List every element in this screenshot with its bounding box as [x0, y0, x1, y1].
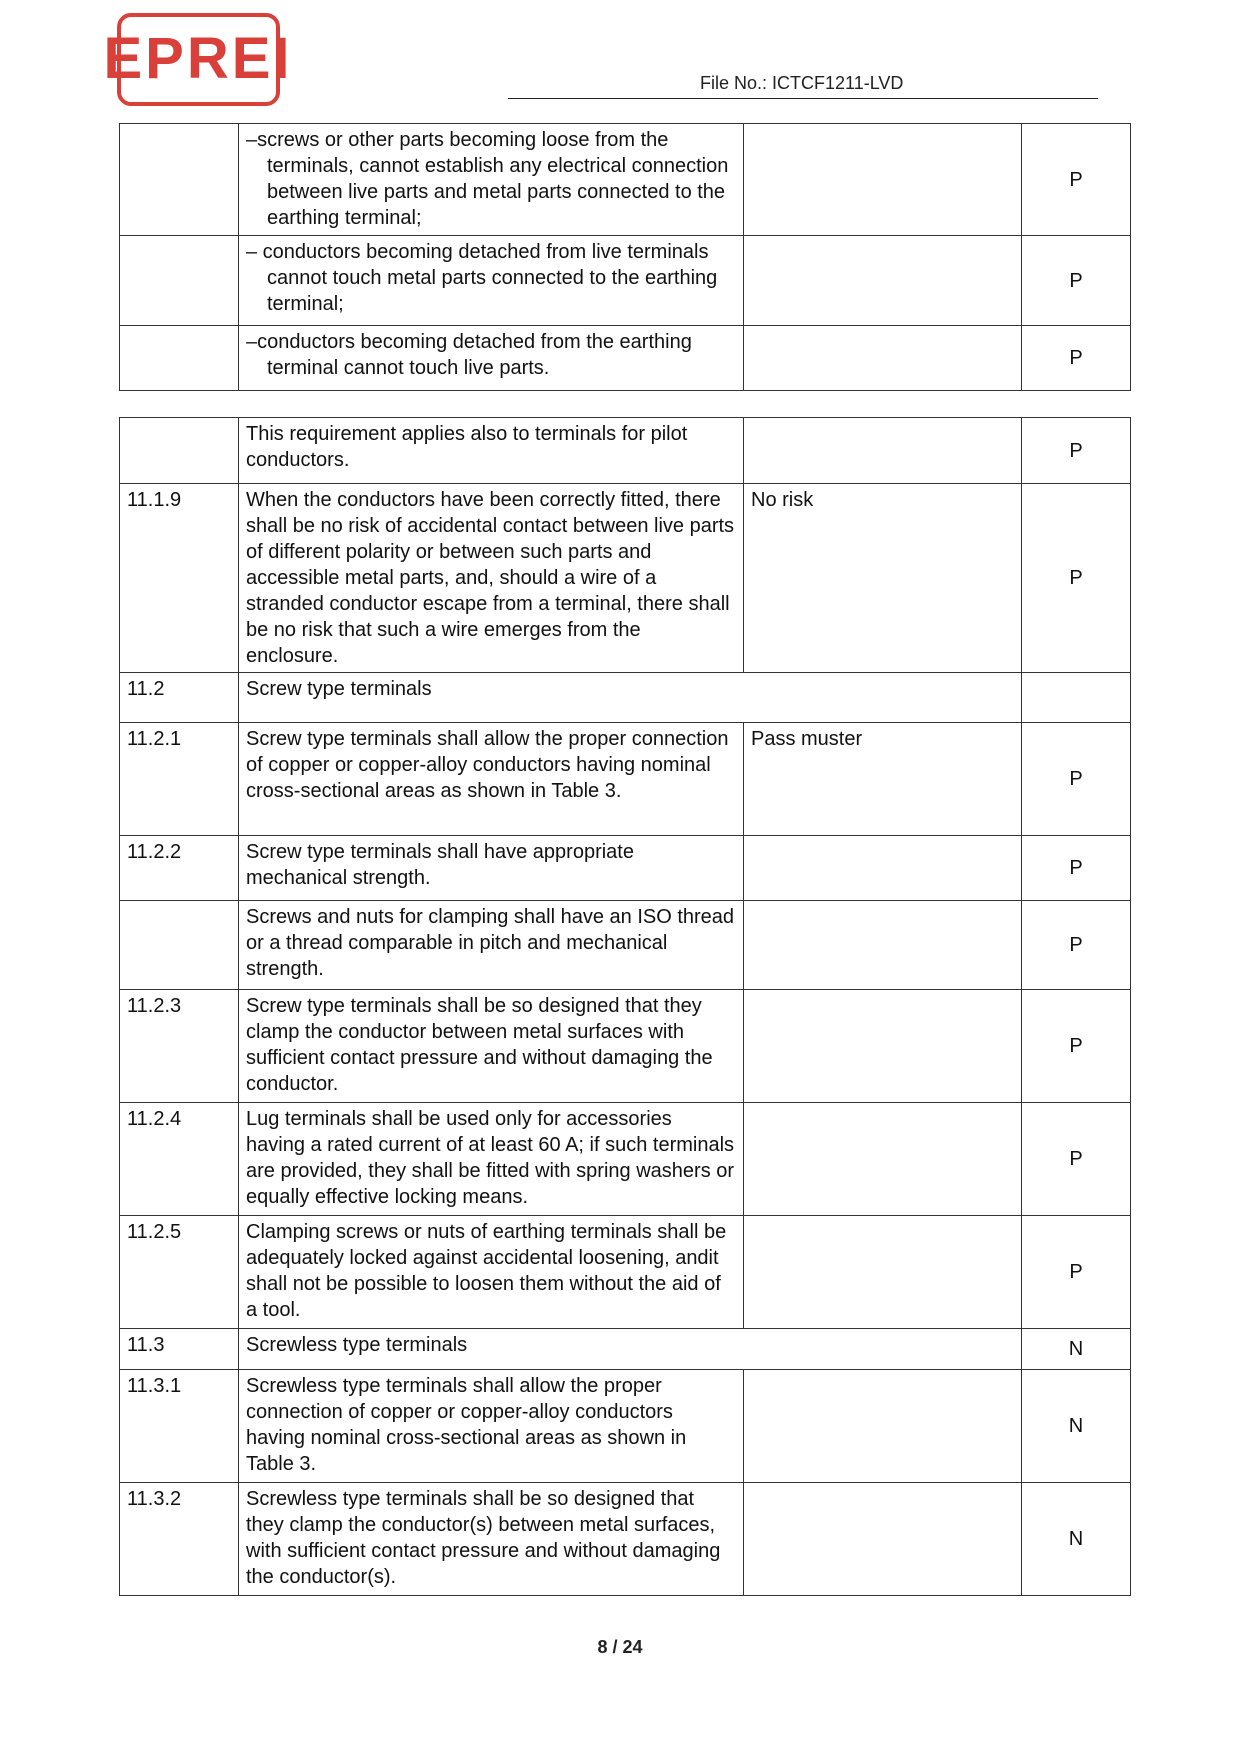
requirement-cell — [239, 1103, 744, 1216]
table-row — [120, 901, 1131, 990]
requirement-text: Screwless type terminals — [246, 1334, 468, 1356]
table-row — [120, 1370, 1131, 1483]
table-row — [120, 723, 1131, 836]
table-row — [120, 1483, 1131, 1596]
result-remark-cell — [744, 326, 1022, 391]
verdict-cell: N — [1022, 1483, 1131, 1596]
verdict-cell: N — [1022, 1329, 1131, 1370]
verdict-cell: P — [1022, 901, 1131, 990]
clause-cell: 11.2.3 — [120, 990, 239, 1103]
result-remark-cell — [744, 236, 1022, 326]
test-table — [119, 417, 1131, 1596]
requirement-text: Clamping screws or nuts of earthing terminals shall be adequately locked against accidental loosening, andit shall not be possible to loosen them without the aid of a tool. — [246, 1221, 727, 1321]
requirement-cell — [239, 673, 1022, 723]
clause-cell — [120, 418, 239, 484]
result-remark-cell — [744, 1370, 1022, 1483]
requirement-cell — [239, 1370, 744, 1483]
requirement-cell — [239, 723, 744, 836]
verdict-cell: P — [1022, 723, 1131, 836]
verdict-cell: P — [1022, 418, 1131, 484]
requirement-cell — [239, 990, 744, 1103]
clause-cell — [120, 901, 239, 990]
requirement-cell — [239, 326, 744, 391]
result-remark-cell — [744, 418, 1022, 484]
page-number: 8 / 24 — [597, 1637, 643, 1657]
clause-cell: 11.1.9 — [120, 484, 239, 673]
clause-cell: 11.3.2 — [120, 1483, 239, 1596]
clause-cell: 11.2.1 — [120, 723, 239, 836]
clause-cell: 11.2.5 — [120, 1216, 239, 1329]
clause-cell: 11.2 — [120, 673, 239, 723]
company-logo — [103, 13, 293, 106]
requirement-text: – conductors becoming detached from live terminals cannot touch metal parts connected to the earthing terminal; — [246, 241, 718, 315]
clause-cell: 11.2.4 — [120, 1103, 239, 1216]
requirement-text: When the conductors have been correctly fitted, there shall be no risk of accidental contact between live parts of different polarity or between such parts and accessible metal parts, and, should a wire of a stranded conductor escape from a terminal, there shall be no risk that such a wire emerges from the enclosure. — [246, 489, 735, 667]
table-row — [120, 418, 1131, 484]
table-row — [120, 1103, 1131, 1216]
requirement-cell — [239, 418, 744, 484]
requirement-cell — [239, 901, 744, 990]
verdict-cell: P — [1022, 836, 1131, 901]
requirement-text: This requirement applies also to terminals for pilot conductors. — [246, 423, 688, 471]
clause-cell — [120, 236, 239, 326]
clause-cell: 11.3 — [120, 1329, 239, 1370]
table-row — [120, 326, 1131, 391]
requirement-text: Screwless type terminals shall be so designed that they clamp the conductor(s) between metal surfaces, with sufficient contact pressure and without damaging the conductor(s). — [246, 1488, 721, 1588]
table-row — [120, 1329, 1131, 1370]
verdict-cell: P — [1022, 484, 1131, 673]
table-row — [120, 990, 1131, 1103]
requirement-cell — [239, 1216, 744, 1329]
clause-cell — [120, 124, 239, 236]
requirement-text: Screws and nuts for clamping shall have an ISO thread or a thread comparable in pitch and mechanical strength. — [246, 906, 735, 980]
file-number: File No.: ICTCF1211-LVD — [700, 73, 904, 93]
requirement-cell — [239, 484, 744, 673]
verdict-cell: P — [1022, 990, 1131, 1103]
result-remark-cell — [744, 901, 1022, 990]
result-remark-cell — [744, 836, 1022, 901]
requirement-text: Screw type terminals — [246, 678, 432, 700]
verdict-cell: N — [1022, 1370, 1131, 1483]
requirement-text: Screw type terminals shall allow the proper connection of copper or copper-alloy conductors having nominal cross-sectional areas as shown in Table 3. — [246, 728, 729, 802]
requirement-text: Screw type terminals shall be so designed that they clamp the conductor between metal surfaces with sufficient contact pressure and without damaging the conductor. — [246, 995, 713, 1095]
table-row — [120, 836, 1131, 901]
logo-text: EPREI — [103, 26, 293, 91]
clause-cell: 11.3.1 — [120, 1370, 239, 1483]
requirement-cell — [239, 1329, 1022, 1370]
table-row — [120, 484, 1131, 673]
header-rule — [508, 98, 1098, 99]
result-remark-cell — [744, 990, 1022, 1103]
result-remark-cell — [744, 1483, 1022, 1596]
verdict-cell — [1022, 673, 1131, 723]
table-row — [120, 124, 1131, 236]
clause-cell: 11.2.2 — [120, 836, 239, 901]
requirement-cell — [239, 836, 744, 901]
verdict-cell: P — [1022, 1216, 1131, 1329]
result-remark-cell: Pass muster — [744, 723, 1022, 836]
verdict-cell: P — [1022, 326, 1131, 391]
table-row — [120, 673, 1131, 723]
result-remark-cell — [744, 1103, 1022, 1216]
requirement-cell — [239, 124, 744, 236]
requirement-text: Screwless type terminals shall allow the proper connection of copper or copper-alloy conductors having nominal cross-sectional areas as shown in Table 3. — [246, 1375, 687, 1475]
requirement-cell — [239, 1483, 744, 1596]
requirement-text: –conductors becoming detached from the earthing terminal cannot touch live parts. — [246, 331, 692, 379]
test-table-continued — [119, 123, 1131, 391]
result-remark-cell — [744, 1216, 1022, 1329]
result-remark-cell: No risk — [744, 484, 1022, 673]
requirement-text: Lug terminals shall be used only for accessories having a rated current of at least 60 A; if such terminals are provided, they shall be fitted with spring washers or equally effective locking means. — [246, 1108, 735, 1208]
table-row — [120, 1216, 1131, 1329]
verdict-cell: P — [1022, 236, 1131, 326]
requirement-text: –screws or other parts becoming loose from the terminals, cannot establish any electrical connection between live parts and metal parts connected to the earthing terminal; — [246, 129, 729, 229]
result-remark-cell — [744, 124, 1022, 236]
requirement-cell — [239, 236, 744, 326]
verdict-cell: P — [1022, 1103, 1131, 1216]
clause-cell — [120, 326, 239, 391]
verdict-cell: P — [1022, 124, 1131, 236]
requirement-text: Screw type terminals shall have appropriate mechanical strength. — [246, 841, 634, 889]
table-row — [120, 236, 1131, 326]
